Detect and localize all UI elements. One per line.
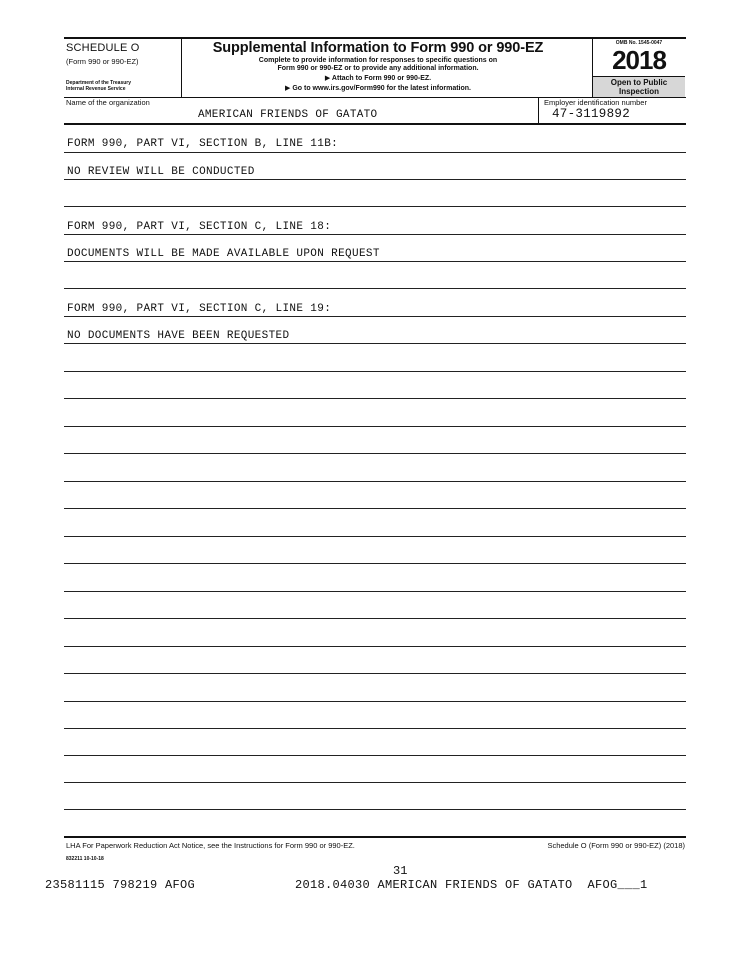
name-row-rule	[64, 123, 686, 125]
ruled-line	[64, 508, 686, 509]
ruled-line	[64, 591, 686, 592]
ruled-line	[64, 316, 686, 317]
body-line-1: FORM 990, PART VI, SECTION B, LINE 11B:	[67, 138, 339, 150]
ruled-line	[64, 234, 686, 235]
instruction-line-1: Complete to provide information for responses to specific questions on	[258, 57, 498, 64]
ruled-line	[64, 536, 686, 537]
paperwork-notice: LHA For Paperwork Reduction Act Notice, see the Instructions for Form 990 or 990-EZ.	[66, 841, 355, 850]
ruled-line	[64, 206, 686, 207]
form-code: 832211 10-10-18	[66, 856, 104, 862]
ruled-line	[64, 701, 686, 702]
ruled-line	[64, 673, 686, 674]
ein-divider	[538, 98, 539, 123]
department-line-1: Department of the Treasury	[66, 80, 132, 86]
body-line-3: FORM 990, PART VI, SECTION C, LINE 18:	[67, 221, 332, 233]
footer-rule	[64, 836, 686, 838]
ruled-line	[64, 728, 686, 729]
omb-number: OMB No. 1545-0047	[615, 40, 663, 46]
org-name-label: Name of the organization	[66, 98, 150, 107]
department-line-2: Internal Revenue Service	[66, 86, 126, 92]
open-to-public-line-1: Open to Public	[610, 78, 668, 87]
ein-value: 47-3119892	[552, 107, 631, 121]
ruled-line	[64, 288, 686, 289]
ruled-line	[64, 755, 686, 756]
tax-year: 2018	[612, 45, 666, 75]
ruled-line	[64, 481, 686, 482]
body-line-5: FORM 990, PART VI, SECTION C, LINE 19:	[67, 303, 332, 315]
schedule-subtitle: (Form 990 or 990-EZ)	[66, 57, 139, 66]
body-line-2: NO REVIEW WILL BE CONDUCTED	[67, 166, 255, 178]
open-to-public-line-2: Inspection	[618, 87, 659, 96]
page-number: 31	[393, 864, 408, 878]
ruled-line	[64, 809, 686, 810]
ruled-line	[64, 261, 686, 262]
body-line-4: DOCUMENTS WILL BE MADE AVAILABLE UPON REQUEST	[67, 248, 380, 260]
ruled-line	[64, 426, 686, 427]
body-line-6: NO DOCUMENTS HAVE BEEN REQUESTED	[67, 330, 290, 342]
ruled-line	[64, 646, 686, 647]
instruction-website: ▶ Go to www.irs.gov/Form990 for the latest information.	[285, 85, 471, 92]
schedule-title: SCHEDULE O	[66, 42, 140, 54]
batch-id-right: 2018.04030 AMERICAN FRIENDS OF GATATO AFOG___1	[295, 878, 648, 892]
instruction-line-2: Form 990 or 990-EZ or to provide any additional information.	[277, 65, 479, 72]
schedule-footer-ref: Schedule O (Form 990 or 990-EZ) (2018)	[547, 841, 685, 850]
ruled-line	[64, 152, 686, 153]
ein-label: Employer identification number	[544, 98, 647, 107]
form-title: Supplemental Information to Form 990 or 990-EZ	[212, 40, 544, 56]
instruction-attach: ▶ Attach to Form 990 or 990-EZ.	[324, 75, 432, 82]
ruled-line	[64, 179, 686, 180]
ruled-line	[64, 563, 686, 564]
header-divider-left	[181, 38, 182, 97]
department-label	[66, 80, 131, 92]
ruled-line	[64, 343, 686, 344]
open-to-public-box	[593, 76, 685, 97]
ruled-line	[64, 371, 686, 372]
ruled-line	[64, 618, 686, 619]
ruled-line	[64, 398, 686, 399]
org-name: AMERICAN FRIENDS OF GATATO	[198, 109, 378, 121]
ruled-line	[64, 782, 686, 783]
batch-id-left: 23581115 798219 AFOG	[45, 878, 196, 892]
ruled-line	[64, 453, 686, 454]
